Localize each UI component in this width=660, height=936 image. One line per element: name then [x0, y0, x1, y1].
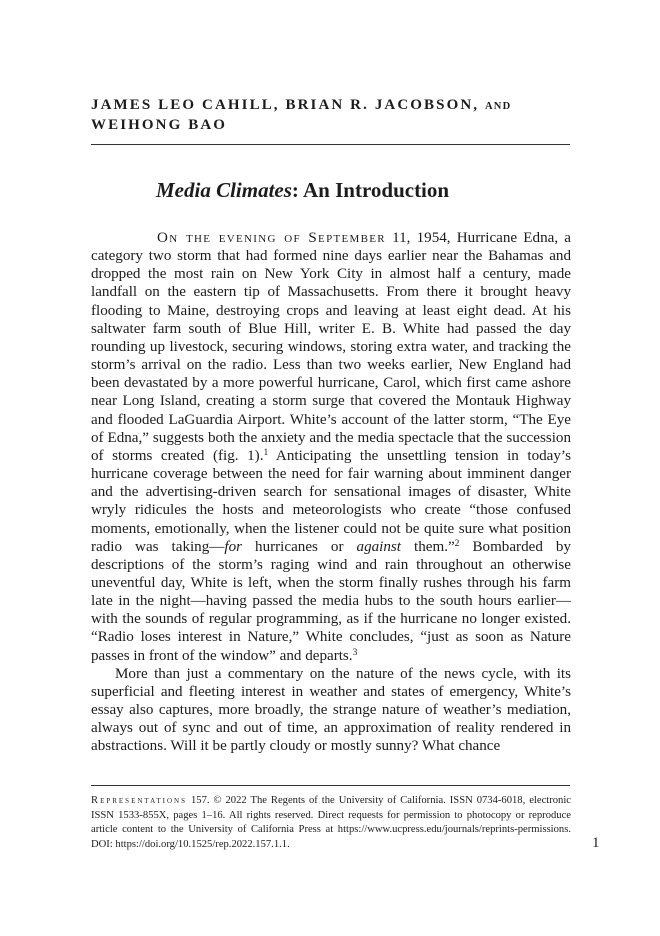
- authors-line-1: JAMES LEO CAHILL, BRIAN R. JACOBSON,: [91, 97, 480, 113]
- article-title: [156, 177, 576, 203]
- footer-divider: [91, 785, 570, 786]
- title-italic: Media Climates: [156, 178, 292, 202]
- title-rest: : An Introduction: [291, 178, 450, 202]
- article-body: [91, 229, 571, 756]
- authors-line-2: WEIHONG BAO: [91, 117, 228, 133]
- paragraph-2: More than just a commentary on the nature of the news cycle, with its superficial and fleeting interest in weather and states of emergency, White’s essay also captures, more broadly, the strange nature of weather’s mediation, always out of sync and out of time, an approximation of reality rendered in abstractions. Will it be partly cloudy or mostly sunny? What chance: [91, 665, 571, 755]
- footnote-ref-3[interactable]: 3: [352, 647, 358, 658]
- citation-text: 157. © 2022 The Regents of the University of California. ISSN 0734-6018, electronic ISSN 1533-855X, pages 1–16. All rights reserved. Direct requests for permission to photocopy or reproduce article content to the University of California Press at https://www.ucpress.edu/journals/reprints-permissions. DOI: https://doi.org/10.1525/rep.2022.157.1.1.: [91, 795, 571, 850]
- footnote-ref-1[interactable]: 1: [263, 447, 269, 458]
- paragraph-1-text-a: 11, 1954, Hurricane Edna, a category two storm that had formed nine days earlier near the Bahamas and dropped the most rain on New York City in almost half a century, made landfall on the eastern tip of Massachusetts. From there it brought heavy flooding to Maine, destroying crops and leaving at least eight dead. At his saltwater farm south of Blue Hill, writer E. B. White had passed the day rounding up livestock, securing windows, storing extra water, and tracking the storm’s arrival on the radio. Less than two weeks earlier, New England had been devastated by a more powerful hurricane, Carol, which first came ashore near Long Island, creating a storm surge that covered the Montauk Highway and flooded LaGuardia Airport. White’s account of the latter storm, “The Eye of Edna,” suggests both the anxiety and the media spectacle that the succession of storms created (fig. 1).: [91, 230, 571, 464]
- authors-and: AND: [485, 101, 512, 112]
- paragraph-1-text-c: hurricanes or: [242, 538, 357, 555]
- opening-small-caps: On the evening of September: [157, 230, 386, 246]
- publication-footer: [91, 794, 571, 852]
- emphasis-for: for: [224, 538, 242, 555]
- paragraph-1-text-e: Bombarded by descriptions of the storm’s raging wind and rain throughout an otherwise uneventful day, White is left, when the storm finally rushes through his farm late in the night—having passed the media hubs to the south hours earlier—with the sounds of regular programming, as if the hurricane no longer existed. “Radio loses interest in Nature,” White concludes, “just as soon as Nature passes in front of the window” and departs.: [91, 538, 571, 664]
- footnote-ref-2[interactable]: 2: [454, 538, 460, 549]
- page-number: 1: [592, 835, 600, 851]
- paragraph-1-text-b: Anticipating the unsettling tension in today’s hurricane coverage between the need for fair warning about imminent danger and the advertising-driven search for sensational images of disaster, White wryly ridicules the hosts and meteorologists who create “those confused moments, emotionally, when the listener could not be quite sure what position radio was taking—: [91, 447, 571, 555]
- paragraph-1-text-d: them.”: [400, 538, 455, 555]
- header-divider: [91, 144, 570, 145]
- journal-name: Representations: [91, 795, 188, 806]
- emphasis-against: against: [356, 538, 401, 555]
- author-list: [91, 96, 571, 135]
- paragraph-1: [91, 229, 571, 665]
